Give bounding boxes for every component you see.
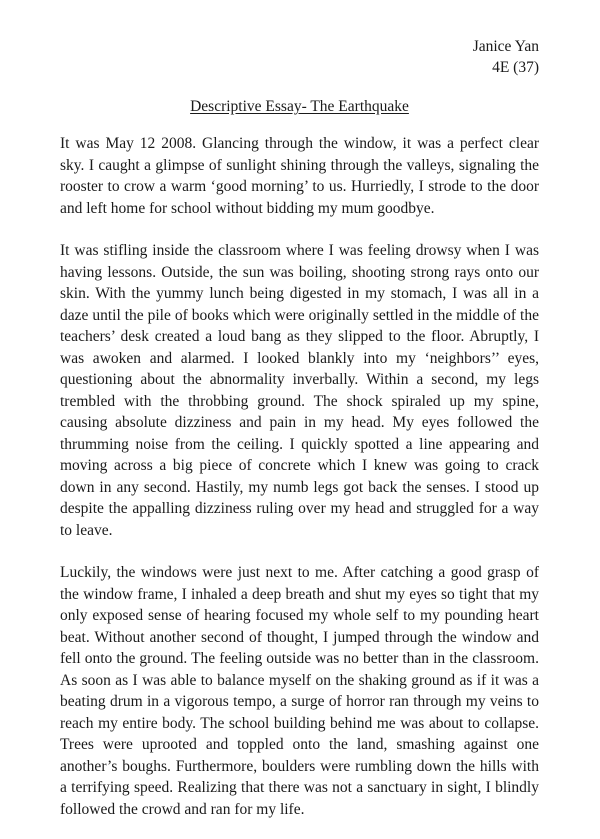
class-info: 4E (37): [492, 59, 539, 76]
author-header: [60, 36, 539, 78]
essay-title: Descriptive Essay- The Earthquake: [190, 98, 409, 115]
paragraph-2: It was stifling inside the classroom where I was feeling drowsy when I was having lessons. Outside, the sun was boiling, shooting strong rays onto our skin. With the yummy lunch being digested in my stomach, I was all in a daze until the pile of books which were originally settled in the middle of the teachers’ desk created a loud bang as they slipped to the floor. Abruptly, I was awoken and alarmed. I looked blankly into my ‘neighbors’’ eyes, questioning about the abnormality inverbally. Within a second, my legs trembled with the throbbing ground. The shock spiraled up my spine, causing absolute dizziness and pain in my head. My eyes followed the thrumming noise from the ceiling. I quickly spotted a line appearing and moving across a big piece of concrete which I knew was going to crack down in any second. Hastily, my numb legs got back the senses. I stood up despite the appalling dizziness ruling over my head and struggled for a way to leave.: [60, 242, 539, 539]
paragraph-1: It was May 12 2008. Glancing through the window, it was a perfect clear sky. I caught a glimpse of sunlight shining through the valleys, signaling the rooster to crow a warm ‘good morning’ to us. Hurriedly, I strode to the door and left home for school without bidding my mum goodbye.: [60, 135, 539, 217]
paragraph-3: Luckily, the windows were just next to me. After catching a good grasp of the window frame, I inhaled a deep breath and shut my eyes so tight that my only exposed sense of hearing focused my whole self to my pounding heart beat. Without another second of thought, I jumped through the window and fell onto the ground. The feeling outside was no better than in the classroom. As soon as I was able to balance myself on the shaking ground as if it was a beating drum in a vigorous tempo, a surge of horror ran through my veins to reach my entire body. The school building behind me was about to collapse. Trees were uprooted and toppled onto the land, smashing against one another’s boughs. Furthermore, boulders were rumbling down the hills with a terrifying speed. Realizing that there was not a sanctuary in sight, I blindly followed the crowd and ran for my life.: [60, 564, 539, 818]
author-name: Janice Yan: [472, 38, 539, 55]
